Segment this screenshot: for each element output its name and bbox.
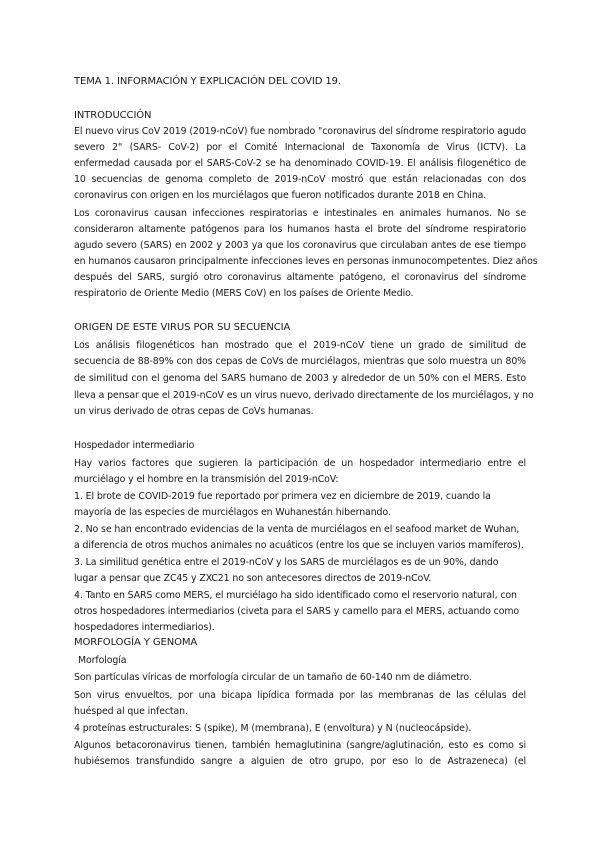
paragraph-line: hubiésemos transfundido sangre a alguien de otro grupo, por eso lo de Astrazeneca) (el	[74, 756, 526, 767]
section-heading-morfologia-genoma: MORFOLOGÍA Y GENOMA	[74, 637, 198, 648]
paragraph-line: un virus derivado de otras cepas de CoVs humanas.	[74, 406, 314, 417]
list-item-line: a diferencia de otros muchos animales no acuáticos (entre los que se incluyen varios mamíferos).	[74, 540, 524, 551]
document-title: TEMA 1. INFORMACIÓN Y EXPLICACIÓN DEL COVID 19.	[74, 76, 341, 87]
list-item-line: 3. La similitud genética entre el 2019-nCoV y los SARS de murciélagos es de un 90%, dando	[74, 557, 499, 568]
section-heading-origen: ORIGEN DE ESTE VIRUS POR SU SECUENCIA	[74, 322, 291, 333]
paragraph-line: huésped al que infectan.	[74, 706, 188, 717]
paragraph-line: enfermedad causada por el SARS-CoV-2 se ha denominado COVID-19. El análisis filogenético de	[74, 158, 526, 169]
paragraph-line: Son partículas víricas de morfología circular de un tamaño de 60-140 nm de diámetro.	[74, 672, 472, 683]
section-heading-hospedador: Hospedador intermediario	[74, 440, 195, 451]
paragraph-line: de similitud con el genoma del SARS humano de 2003 y alrededor de un 50% con el MERS. Esto	[74, 373, 526, 384]
paragraph-line: Algunos betacoronavirus tienen, también hemaglutinina (sangre/aglutinación, esto es como si	[74, 740, 526, 751]
list-item-line: 4. Tanto en SARS como MERS, el murciélago ha sido identificado como el reservorio natural, con	[74, 590, 517, 601]
list-item-line: 2. No se han encontrado evidencias de la venta de murciélagos en el seafood market de Wuhan,	[74, 524, 520, 535]
paragraph-line: 10 secuencias de genoma completo de 2019-nCoV mostró que están relacionadas con dos	[74, 174, 526, 185]
paragraph-line: murciélago y el hombre en la transmisión del 2019-nCoV:	[74, 474, 339, 485]
section-heading-introduccion: INTRODUCCIÓN	[74, 110, 152, 121]
paragraph-line: severo 2" (SARS- CoV-2) por el Comité Internacional de Taxonomía de Virus (ICTV). La	[74, 142, 526, 153]
list-item-line: lugar a pensar que ZC45 y ZXC21 no son antecesores directos de 2019-nCoV.	[74, 573, 432, 584]
list-item-line: 1. El brote de COVID-2019 fue reportado por primera vez en diciembre de 2019, cuando la	[74, 491, 491, 502]
subheading-morfologia: Morfología	[78, 655, 127, 666]
paragraph-line: en humanos causaron principalmente infecciones leves en personas inmunocompetentes. Diez años	[74, 256, 538, 267]
paragraph-line: después del SARS, surgió otro coronavirus altamente patógeno, el coronavirus del síndrome	[74, 272, 526, 283]
paragraph-line: coronavirus con origen en los murciélagos que fueron notificados durante 2018 en China.	[74, 190, 487, 201]
paragraph-line: lleva a pensar que el 2019-nCoV es un virus nuevo, derivado directamente de los murciélagos, y no	[74, 390, 534, 401]
paragraph-line: secuencia de 88-89% con dos cepas de CoVs de murciélagos, mientras que solo muestra un 80%	[74, 356, 526, 367]
list-item-line: otros hospedadores intermediarios (civeta para el SARS y camello para el MERS, actuando como	[74, 606, 520, 617]
paragraph-line: El nuevo virus CoV 2019 (2019-nCoV) fue nombrado "coronavirus del síndrome respiratorio agudo	[74, 126, 527, 137]
paragraph-line: respiratorio de Oriente Medio (MERS CoV) en los países de Oriente Medio.	[74, 288, 414, 299]
paragraph-line: Los análisis filogenéticos han mostrado que el 2019-nCoV tiene un grado de similitud de	[74, 340, 526, 351]
paragraph-line: consideraron altamente patógenos para los humanos hasta el brote del síndrome respiratorio	[74, 224, 526, 235]
paragraph-line: Son virus envueltos, por una bicapa lipídica formada por las membranas de las células del	[74, 690, 526, 701]
paragraph-line: Los coronavirus causan infecciones respiratorias e intestinales en animales humanos. No se	[74, 208, 526, 219]
list-item-line: hospedadores intermediarios).	[74, 622, 215, 633]
paragraph-line: agudo severo (SARS) en 2002 y 2003 ya que los coronavirus que circulaban antes de ese tiempo	[74, 240, 526, 251]
paragraph-line: Hay varios factores que sugieren la participación de un hospedador intermediario entre el	[74, 458, 526, 469]
list-item-line: mayoría de las especies de murciélagos en Wuhanestán hibernando.	[74, 507, 391, 518]
paragraph-line: 4 proteínas estructurales: S (spike), M (membrana), E (envoltura) y N (nucleocápside).	[74, 723, 472, 734]
